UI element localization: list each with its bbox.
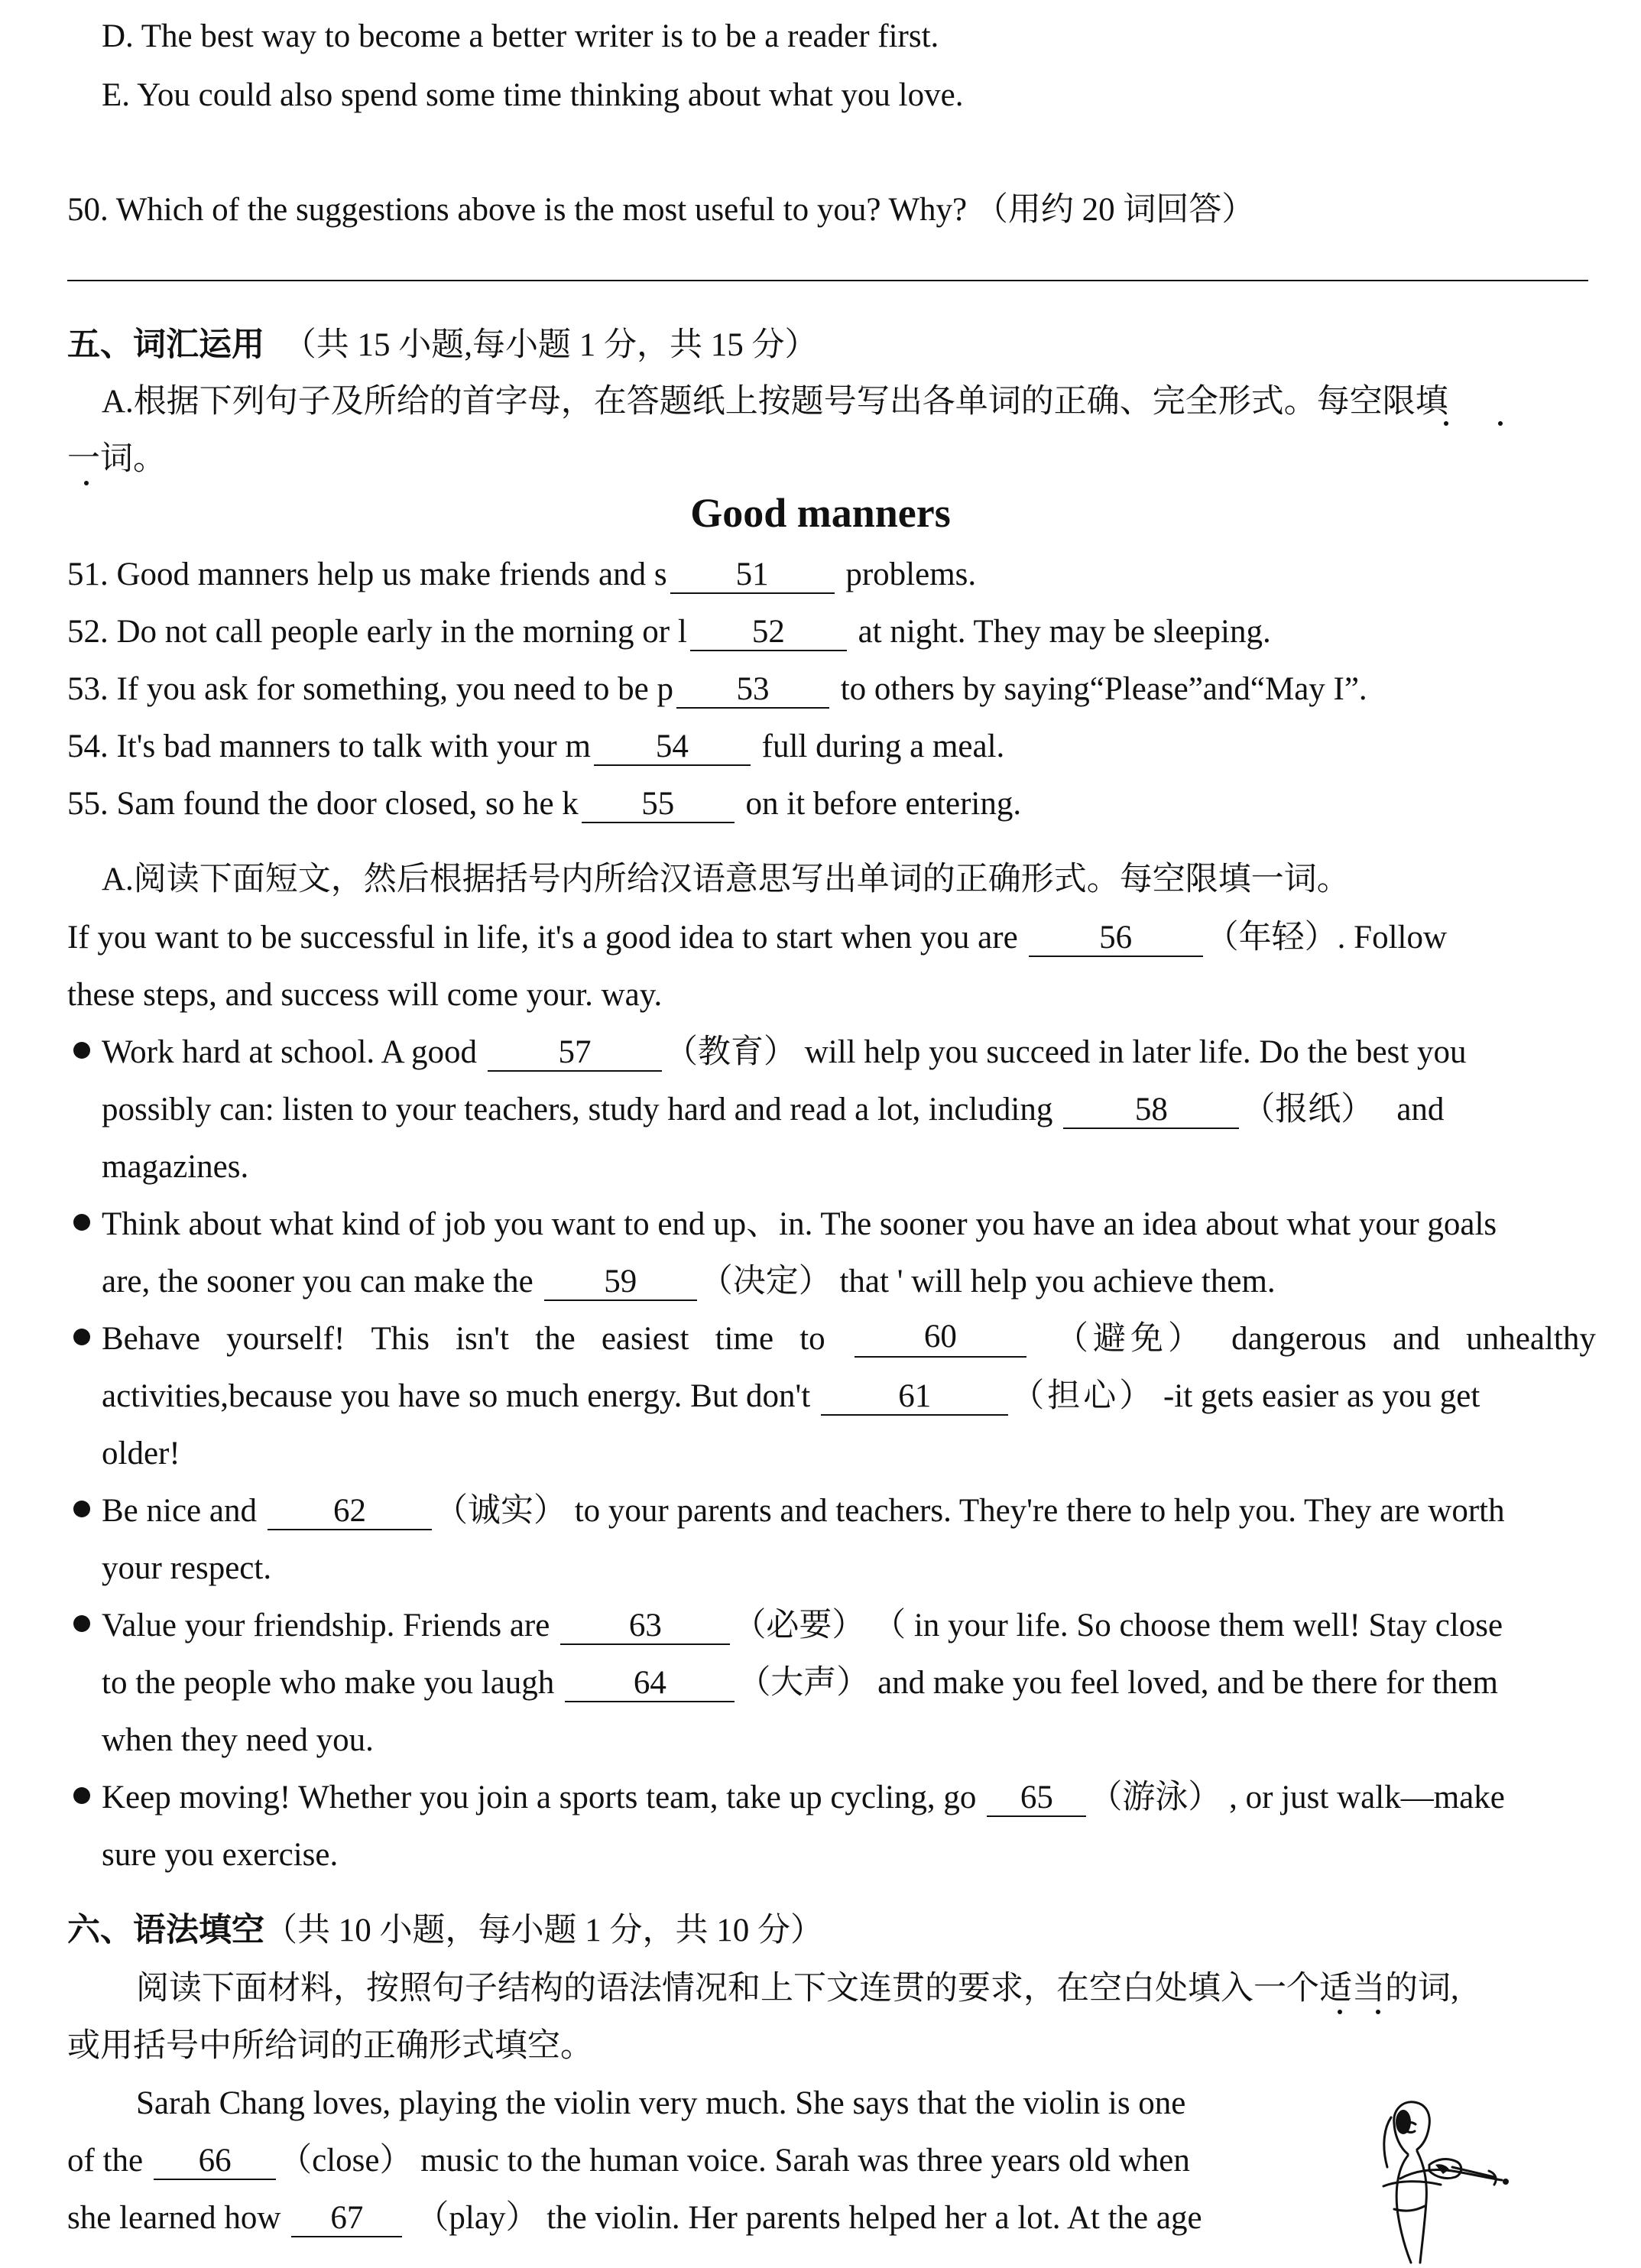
hint: （大声） (738, 1665, 870, 1701)
emphasis-dot (1444, 421, 1448, 426)
word: This (371, 1321, 430, 1357)
word: easiest (601, 1321, 689, 1357)
hint: （play） (416, 2200, 539, 2236)
blank-66[interactable]: 66 (154, 2144, 276, 2180)
hint: （担心） (1011, 1378, 1156, 1414)
hint: （报纸） (1242, 1092, 1374, 1128)
text: will help you succeed in later life. Do the best you (804, 1034, 1467, 1070)
text: to the people who make you laugh (102, 1665, 555, 1701)
text: she learned how (67, 2200, 281, 2236)
item-text: 52. Do not call people early in the morning or l (67, 614, 687, 650)
option-d: D. The best way to become a better writer is to be a reader first. (102, 18, 939, 54)
bullet-5-line2 (102, 1664, 1498, 1702)
word: Behave (102, 1321, 200, 1357)
part-b-instruction: A.阅读下面短文，然后根据括号内所给汉语意思写出单词的正确形式。每空限填一词。 (102, 861, 1350, 897)
word: the (535, 1321, 576, 1357)
word: to (799, 1321, 825, 1357)
passage-line3 (67, 2199, 1202, 2237)
bullet-icon (73, 1214, 90, 1231)
text: Work hard at school. A good (102, 1034, 477, 1070)
section-6-instruction-line2: 或用括号中所给词的正确形式填空。 (67, 2028, 593, 2064)
text: of the (67, 2143, 144, 2179)
bullet-icon (73, 1329, 90, 1345)
hint: （诚实） (434, 1493, 566, 1529)
intro-line2: these steps, and success will come your. way. (67, 977, 663, 1013)
blank-55[interactable]: 55 (582, 787, 735, 823)
blank-56[interactable]: 56 (1029, 921, 1203, 957)
bullet-icon (73, 1501, 90, 1517)
blank-67[interactable]: 67 (291, 2201, 402, 2237)
item-text: 55. Sam found the door closed, so he k (67, 786, 579, 822)
text: music to the human voice. Sarah was three years old when (420, 2143, 1190, 2179)
item-52 (67, 613, 1271, 651)
emphasis-dot (1338, 2010, 1342, 2014)
item-53 (67, 670, 1367, 709)
section-6-instruction-line1: 阅读下面材料，按照句子结构的语法情况和上下文连贯的要求，在空白处填入一个适当的词, (136, 1971, 1459, 2007)
blank-52[interactable]: 52 (690, 615, 847, 651)
bullet-1-line1 (102, 1033, 1466, 1072)
passage-line1: Sarah Chang loves, playing the violin very much. She says that the violin is one (136, 2085, 1186, 2121)
blank-54[interactable]: 54 (594, 730, 751, 766)
item-text: 54. It's bad manners to talk with your m (67, 728, 591, 764)
text: activities,because you have so much energy. But don't (102, 1378, 811, 1414)
text: Value your friendship. Friends are (102, 1608, 550, 1643)
bullet-5-line1 (102, 1607, 1503, 1645)
text: Be nice and (102, 1493, 257, 1529)
bullet-3-line1 (102, 1320, 1596, 1358)
answer-line-50 (67, 280, 1588, 281)
bullet-2-line1: Think about what kind of job you want to end up、in. The sooner you have an idea about what your goals (102, 1206, 1497, 1242)
item-text: to others by saying“Please”and“May I”. (840, 671, 1367, 707)
text: are, the sooner you can make the (102, 1264, 533, 1299)
part-a-instruction-line1: A.根据下列句子及所给的首字母，在答题纸上按题号写出各单词的正确、完全形式。每空限填 (102, 384, 1448, 420)
text: that ' will help you achieve them. (839, 1264, 1276, 1299)
bullet-6-line1 (102, 1779, 1505, 1817)
text: （ in your life. So choose them well! Stay close (873, 1608, 1503, 1643)
emphasis-dot (1498, 421, 1503, 426)
item-text: full during a meal. (761, 728, 1005, 764)
word: yourself! (226, 1321, 345, 1357)
bullet-icon (73, 1787, 90, 1804)
blank-57[interactable]: 57 (488, 1036, 662, 1072)
hint: （必要） (733, 1608, 865, 1643)
word: unhealthy (1466, 1321, 1596, 1357)
item-text: on it before entering. (745, 786, 1022, 822)
section-5-title: 五、词汇运用 (67, 327, 264, 363)
bullet-5-line3: when they need you. (102, 1722, 374, 1758)
bullet-6-line2: sure you exercise. (102, 1837, 339, 1873)
violinist-illustration (1360, 2094, 1521, 2266)
text: and (1396, 1092, 1445, 1128)
blank-58[interactable]: 58 (1063, 1093, 1239, 1129)
bullet-icon (73, 1615, 90, 1632)
question-50: 50. Which of the suggestions above is the most useful to you? Why? （用约 20 词回答） (67, 192, 1255, 228)
bullet-1-line3: magazines. (102, 1149, 249, 1185)
item-54 (67, 728, 1004, 766)
text: to your parents and teachers. They're there to help you. They are worth (574, 1493, 1505, 1529)
section-6-title: 六、语法填空 (67, 1913, 264, 1948)
bullet-4-line1 (102, 1492, 1505, 1530)
word: time (715, 1321, 774, 1357)
hint: （教育） (664, 1034, 796, 1070)
text: and make you feel loved, and be there for them (877, 1665, 1498, 1701)
word: and (1393, 1321, 1441, 1357)
bullet-1-line2 (102, 1091, 1444, 1129)
text: , or just walk—make (1229, 1780, 1505, 1815)
item-text: at night. They may be sleeping. (858, 614, 1271, 650)
blank-51[interactable]: 51 (670, 558, 835, 594)
section-5-score: （共 15 小题,每小题 1 分，共 15 分） (283, 327, 818, 363)
emphasis-dot (1376, 2010, 1380, 2014)
emphasis-dot (84, 481, 89, 485)
item-text: 53. If you ask for something, you need to be p (67, 671, 673, 707)
item-55 (67, 785, 1021, 823)
bullet-2-line2 (102, 1263, 1276, 1301)
bullet-4-line2: your respect. (102, 1550, 272, 1586)
blank-60[interactable]: 60 (855, 1320, 1026, 1358)
word: dangerous (1231, 1321, 1367, 1357)
hint: （close） (279, 2143, 413, 2179)
section-6-header (67, 1912, 823, 1949)
text: -it gets easier as you get (1163, 1378, 1480, 1414)
blank-59[interactable]: 59 (544, 1265, 697, 1301)
blank-62[interactable]: 62 (268, 1494, 432, 1530)
item-text: problems. (845, 556, 977, 592)
intro-line1 (67, 919, 1447, 957)
hint: （年轻） (1205, 920, 1338, 956)
hint: （避免） (1055, 1321, 1205, 1357)
passage-heading: Good manners (690, 490, 951, 536)
passage-line2 (67, 2142, 1190, 2180)
blank-61[interactable]: 61 (821, 1380, 1008, 1416)
section-6-score: （共 10 小题，每小题 1 分，共 10 分） (264, 1913, 823, 1948)
text: possibly can: listen to your teachers, study hard and read a lot, including (102, 1092, 1053, 1128)
blank-64[interactable]: 64 (565, 1666, 735, 1702)
section-5-header (67, 326, 818, 364)
item-51 (67, 556, 976, 594)
bullet-3-line2 (102, 1377, 1480, 1416)
item-text: 51. Good manners help us make friends and s (67, 556, 667, 592)
blank-53[interactable]: 53 (676, 673, 829, 709)
text: Keep moving! Whether you join a sports team, take up cycling, go (102, 1780, 977, 1815)
part-a-instruction-line2: 一词。 (67, 441, 166, 477)
text: the violin. Her parents helped her a lot. At the age (546, 2200, 1202, 2236)
hint: （决定） (699, 1264, 832, 1299)
bullet-3-line3: older! (102, 1436, 180, 1471)
blank-65[interactable]: 65 (987, 1781, 1086, 1817)
text: . Follow (1337, 920, 1448, 956)
option-e: E. You could also spend some time thinking about what you love. (102, 77, 964, 113)
text: If you want to be successful in life, it's a good idea to start when you are (67, 920, 1018, 956)
bullet-icon (73, 1042, 90, 1059)
blank-63[interactable]: 63 (560, 1609, 730, 1645)
word: isn't (456, 1321, 509, 1357)
hint: （游泳） (1089, 1780, 1221, 1815)
